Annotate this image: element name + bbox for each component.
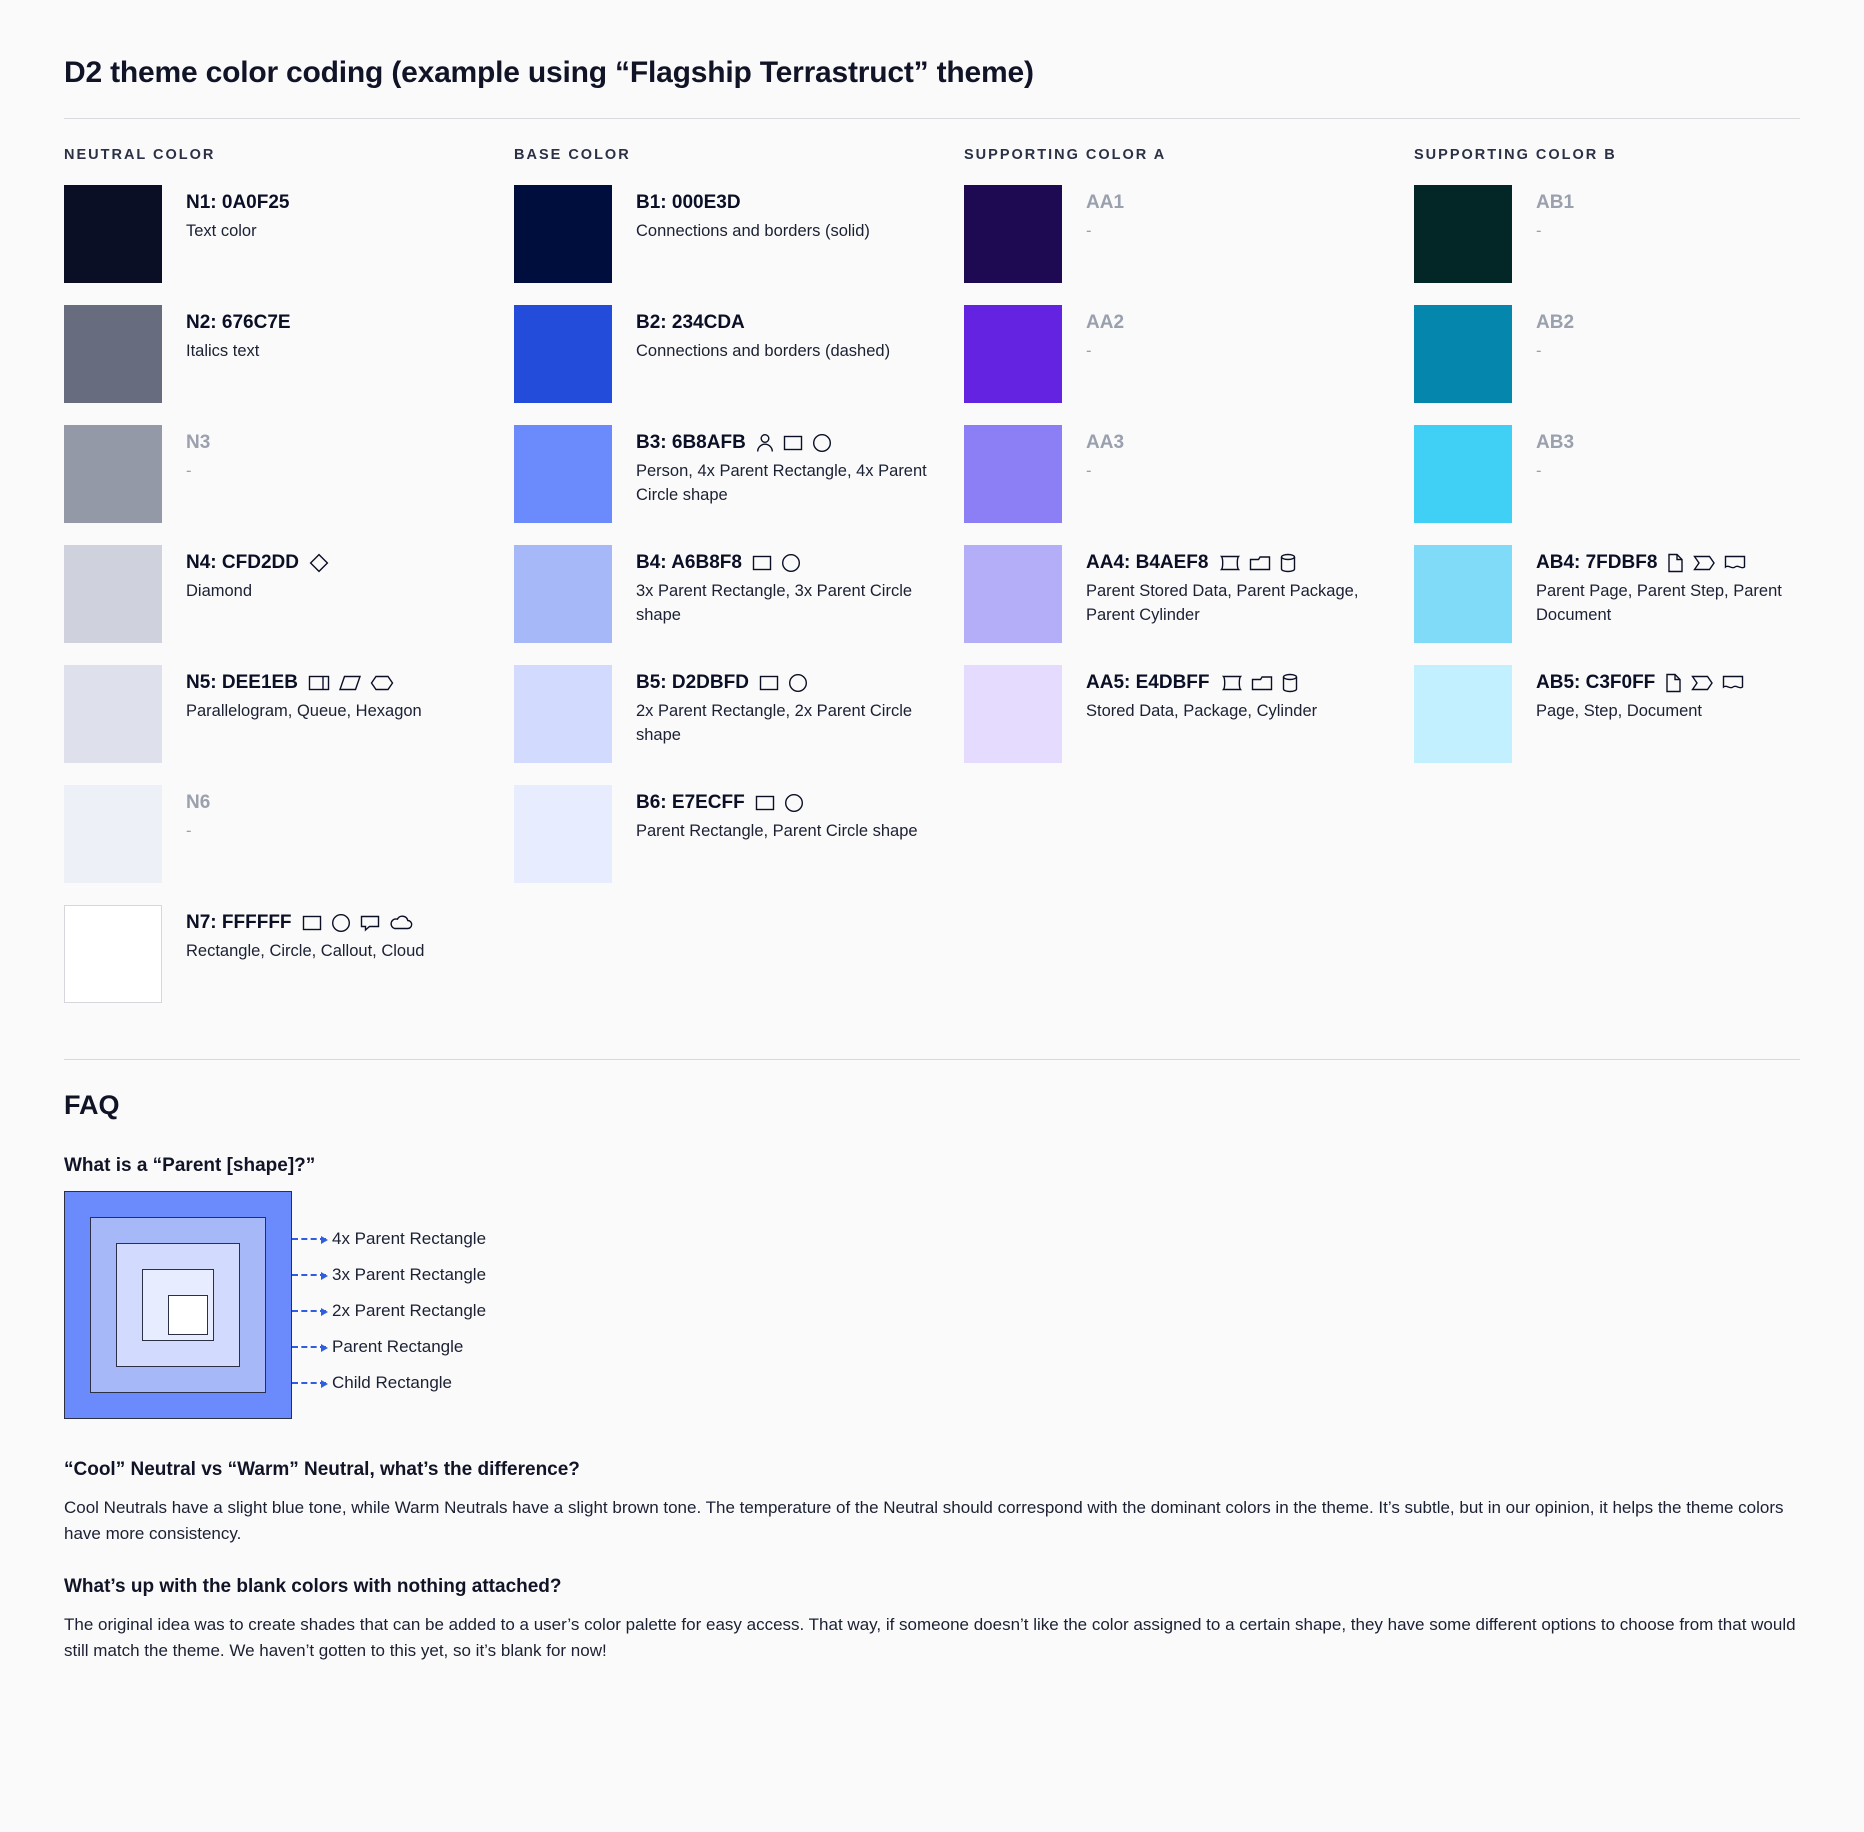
color-code-label: N4: CFD2DD — [186, 552, 299, 573]
color-swatch — [1414, 425, 1512, 523]
legend-label: 4x Parent Rectangle — [332, 1229, 487, 1248]
color-swatch — [64, 665, 162, 763]
color-swatch — [964, 305, 1062, 403]
color-usage-description: Page, Step, Document — [1536, 701, 1703, 720]
document-icon — [1722, 674, 1744, 692]
step-icon — [1691, 674, 1713, 692]
color-swatch-row — [64, 425, 514, 523]
color-swatch — [514, 785, 612, 883]
color-column-heading: BASE COLOR — [514, 147, 631, 163]
color-code-label: B3: 6B8AFB — [636, 432, 746, 453]
step-icon — [1693, 554, 1715, 572]
color-code-label: N7: FFFFFF — [186, 912, 292, 933]
color-code-label: AB1 — [1536, 192, 1575, 213]
color-code-label: N1: 0A0F25 — [186, 192, 290, 213]
person-icon — [756, 433, 774, 453]
color-swatch — [64, 185, 162, 283]
cylinder-icon — [1282, 673, 1298, 693]
color-code-label: AB5: C3F0FF — [1536, 672, 1656, 693]
color-usage-description: 3x Parent Rectangle, 3x Parent Circle shape — [636, 581, 913, 624]
color-usage-description: - — [186, 461, 192, 480]
color-usage-description: Connections and borders (dashed) — [636, 341, 891, 360]
legend-label: Child Rectangle — [332, 1373, 453, 1392]
color-column-heading: SUPPORTING COLOR B — [1414, 147, 1617, 163]
circle-icon — [788, 673, 808, 693]
color-usage-description: Italics text — [186, 341, 260, 360]
faq-answer-2: Cool Neutrals have a slight blue tone, while Warm Neutrals have a slight brown tone. The temperature of the Neutral should correspond with the dominant colors in the theme. It’s subtle, but in our opinion, it helps the theme colors have more consistency. — [64, 1498, 1784, 1543]
color-code-label: B1: 000E3D — [636, 192, 741, 213]
faq-question-2: “Cool” Neutral vs “Warm” Neutral, what’s the difference? — [64, 1459, 580, 1480]
color-usage-description: Text color — [186, 221, 257, 240]
legend-item — [292, 1257, 632, 1293]
page-title: D2 theme color coding (example using “Flagship Terrastruct” theme) — [64, 56, 1034, 89]
color-code-label: N5: DEE1EB — [186, 672, 298, 693]
color-usage-description: Parent Stored Data, Parent Package, Parent Cylinder — [1086, 581, 1359, 624]
color-code-label: AB3 — [1536, 432, 1575, 453]
legend-arrow-icon — [292, 1346, 326, 1349]
color-swatch — [64, 785, 162, 883]
title-divider — [64, 118, 1800, 119]
color-column — [1414, 147, 1864, 1025]
color-code-label: AA1 — [1086, 192, 1125, 213]
color-usage-description: Diamond — [186, 581, 253, 600]
circle-icon — [812, 433, 832, 453]
color-swatch — [964, 185, 1062, 283]
legend-arrow-icon — [292, 1274, 326, 1277]
faq-item-cool-warm — [64, 1459, 1800, 1546]
color-swatch — [1414, 305, 1512, 403]
color-columns — [64, 147, 1800, 1025]
color-swatch-row — [64, 545, 514, 643]
color-usage-description: - — [1086, 461, 1092, 480]
color-swatch — [964, 665, 1062, 763]
color-code-label: B4: A6B8F8 — [636, 552, 742, 573]
color-swatch-row — [64, 785, 514, 883]
color-column-heading: NEUTRAL COLOR — [64, 147, 216, 163]
color-swatch-row — [1414, 305, 1864, 403]
color-usage-description: Connections and borders (solid) — [636, 221, 870, 240]
color-code-label: N6 — [186, 792, 211, 813]
color-swatch-row — [514, 545, 964, 643]
circle-icon — [781, 553, 801, 573]
parallelogram-icon — [339, 674, 361, 692]
color-swatch — [964, 425, 1062, 523]
color-swatch-row — [964, 545, 1414, 643]
color-code-label: AA2 — [1086, 312, 1125, 333]
color-usage-description: Parallelogram, Queue, Hexagon — [186, 701, 422, 720]
color-swatch — [64, 305, 162, 403]
color-code-label: AA5: E4DBFF — [1086, 672, 1210, 693]
page-icon — [1665, 673, 1682, 693]
color-swatch — [64, 545, 162, 643]
color-swatch — [64, 905, 162, 1003]
queue-icon — [308, 674, 330, 692]
rectangle-icon — [752, 554, 772, 572]
color-swatch-row — [514, 665, 964, 763]
page-icon — [1667, 553, 1684, 573]
color-code-label: N3 — [186, 432, 211, 453]
document-icon — [1724, 554, 1746, 572]
color-swatch-row — [1414, 425, 1864, 523]
legend-item — [292, 1221, 632, 1257]
faq-answer-3: The original idea was to create shades that can be added to a user’s color palette for easy access. That way, if someone doesn’t like the color assigned to a certain shape, they have some different options to choose from that would still match the theme. We haven’t gotten to this yet, so it’s blank for now! — [64, 1615, 1796, 1660]
legend-label: 2x Parent Rectangle — [332, 1301, 487, 1320]
color-usage-description: Person, 4x Parent Rectangle, 4x Parent Circle shape — [636, 461, 927, 504]
color-swatch-row — [1414, 545, 1864, 643]
callout-icon — [360, 914, 380, 932]
color-usage-description: Parent Page, Parent Step, Parent Document — [1536, 581, 1782, 624]
color-swatch-row — [514, 305, 964, 403]
legend-item — [292, 1365, 632, 1401]
faq-heading: FAQ — [64, 1090, 120, 1120]
legend-label: Parent Rectangle — [332, 1337, 464, 1356]
color-code-label: B6: E7ECFF — [636, 792, 745, 813]
legend-item — [292, 1293, 632, 1329]
nested-rectangle-diagram — [64, 1191, 1800, 1419]
legend-item — [292, 1329, 632, 1365]
color-swatch — [64, 425, 162, 523]
color-swatch-row — [964, 425, 1414, 523]
color-column — [964, 147, 1414, 1025]
color-column — [514, 147, 964, 1025]
legend-arrow-icon — [292, 1310, 326, 1313]
color-swatch — [1414, 665, 1512, 763]
color-usage-description: - — [1536, 221, 1542, 240]
faq-question-3: What’s up with the blank colors with nothing attached? — [64, 1576, 562, 1597]
circle-icon — [784, 793, 804, 813]
cloud-icon — [389, 914, 413, 932]
color-usage-description: - — [186, 821, 192, 840]
color-swatch-row — [64, 665, 514, 763]
storeddata-icon — [1220, 674, 1242, 692]
legend-arrow-icon — [292, 1238, 326, 1241]
color-code-label: AA3 — [1086, 432, 1125, 453]
circle-icon — [331, 913, 351, 933]
color-swatch-row — [514, 425, 964, 523]
color-usage-description: Rectangle, Circle, Callout, Cloud — [186, 941, 425, 960]
color-swatch — [514, 665, 612, 763]
color-code-label: N2: 676C7E — [186, 312, 291, 333]
color-swatch — [514, 185, 612, 283]
color-swatch-row — [1414, 665, 1864, 763]
color-code-label: B2: 234CDA — [636, 312, 745, 333]
faq-item-parent-shape — [64, 1155, 1800, 1419]
color-swatch-row — [64, 305, 514, 403]
legend-label: 3x Parent Rectangle — [332, 1265, 487, 1284]
color-swatch-row — [64, 185, 514, 283]
color-swatch — [514, 305, 612, 403]
color-swatch-row — [964, 665, 1414, 763]
color-code-label: AA4: B4AEF8 — [1086, 552, 1209, 573]
color-swatch — [964, 545, 1062, 643]
color-swatch-row — [1414, 185, 1864, 283]
faq-item-blank-colors — [64, 1576, 1800, 1663]
rectangle-icon — [759, 674, 779, 692]
package-icon — [1251, 674, 1273, 692]
color-swatch-row — [964, 185, 1414, 283]
color-code-label: AB2 — [1536, 312, 1575, 333]
nested-rectangle-legend — [292, 1191, 632, 1401]
faq-divider — [64, 1059, 1800, 1060]
color-usage-description: Stored Data, Package, Cylinder — [1086, 701, 1318, 720]
color-usage-description: - — [1536, 341, 1542, 360]
color-usage-description: 2x Parent Rectangle, 2x Parent Circle shape — [636, 701, 913, 744]
color-code-label: B5: D2DBFD — [636, 672, 749, 693]
color-column — [64, 147, 514, 1025]
rectangle-icon — [302, 914, 322, 932]
color-swatch-row — [64, 905, 514, 1003]
color-usage-description: - — [1086, 221, 1092, 240]
rectangle-icon — [783, 434, 803, 452]
color-usage-description: Parent Rectangle, Parent Circle shape — [636, 821, 918, 840]
color-swatch — [514, 545, 612, 643]
color-code-label: AB4: 7FDBF8 — [1536, 552, 1658, 573]
diamond-icon — [309, 553, 329, 573]
color-swatch — [1414, 185, 1512, 283]
cylinder-icon — [1280, 553, 1296, 573]
storeddata-icon — [1218, 554, 1240, 572]
legend-arrow-icon — [292, 1382, 326, 1385]
faq-question-1: What is a “Parent [shape]?” — [64, 1155, 316, 1176]
color-column-heading: SUPPORTING COLOR A — [964, 147, 1167, 163]
color-usage-description: - — [1086, 341, 1092, 360]
color-swatch — [1414, 545, 1512, 643]
color-swatch-row — [964, 305, 1414, 403]
nested-rectangles — [64, 1191, 292, 1419]
nested-rectangle-level — [168, 1295, 208, 1335]
package-icon — [1249, 554, 1271, 572]
color-swatch-row — [514, 785, 964, 883]
rectangle-icon — [755, 794, 775, 812]
hexagon-icon — [370, 674, 394, 692]
color-swatch-row — [514, 185, 964, 283]
color-swatch — [514, 425, 612, 523]
color-usage-description: - — [1536, 461, 1542, 480]
